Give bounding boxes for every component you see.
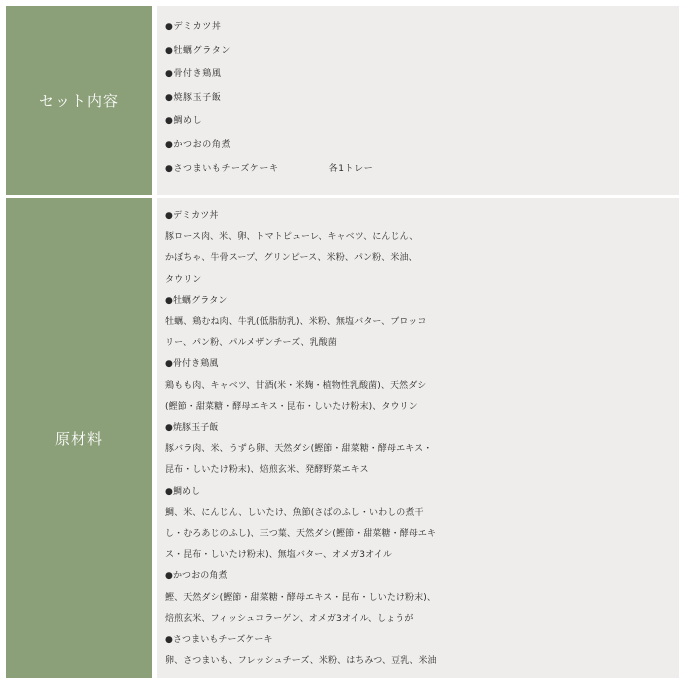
material-line: ●かつおの角煮	[165, 571, 228, 582]
material-line: 焙煎玄米、フィッシュコラーゲン、オメガ3オイル、しょうが	[165, 613, 414, 624]
material-line: タウリン	[165, 274, 202, 285]
material-line: 鶏もも肉、キャベツ、甘酒(米・米麹・植物性乳酸菌)、天然ダシ	[165, 380, 427, 391]
set-contents-row	[0, 6, 685, 195]
material-line: (鰹節・甜菜糖・酵母エキス・昆布・しいたけ粉末)、タウリン	[165, 401, 418, 412]
material-line: リー、パン粉、パルメザンチーズ、乳酸菌	[165, 338, 337, 349]
material-line: し・むろあじのふし)、三つ葉、天然ダシ(鰹節・甜菜糖・酵母エキ	[165, 529, 437, 540]
material-line: ●さつまいもチーズケーキ	[165, 635, 273, 646]
material-line: かぼちゃ、牛骨スープ、グリンピース、米粉、パン粉、米油、	[165, 253, 418, 264]
set-contents-cell	[157, 6, 679, 195]
set-item-last	[165, 158, 679, 182]
material-line: 卵、さつまいも、フレッシュチーズ、米粉、はちみつ、豆乳、米油	[165, 656, 437, 667]
set-contents-header: セット内容	[6, 6, 152, 195]
material-line: ●鯛めし	[165, 486, 201, 497]
material-line: 昆布・しいたけ粉末)、焙煎玄米、発酵野菜エキス	[165, 465, 369, 476]
material-line: 鯛、米、にんじん、しいたけ、魚節(さばのふし・いわしの煮干	[165, 507, 424, 518]
material-line: 豚バラ肉、米、うずら卵、天然ダシ(鰹節・甜菜糖・酵母エキス・	[165, 444, 433, 455]
material-line: ●牡蠣グラタン	[165, 295, 228, 306]
material-line: ●焼豚玉子飯	[165, 423, 219, 434]
set-item: ●牡蠣グラタン	[165, 45, 231, 56]
material-line: 牡蠣、鶏むね肉、牛乳(低脂肪乳)、米粉、無塩バター、ブロッコ	[165, 317, 427, 328]
set-item-name: ●さつまいもチーズケーキ	[165, 163, 279, 174]
set-item: ●鯛めし	[165, 116, 203, 127]
material-line: 鰹、天然ダシ(鰹節・甜菜糖・酵母エキス・昆布・しいたけ粉末)、	[165, 592, 436, 603]
set-item: ●焼豚玉子飯	[165, 92, 222, 103]
material-line: ●デミカツ丼	[165, 211, 219, 221]
materials-row	[0, 198, 685, 678]
material-line: ●骨付き鶏風	[165, 359, 219, 370]
material-line: 豚ロース肉、米、卵、トマトピューレ、キャベツ、にんじん、	[165, 232, 419, 243]
material-line: ス・昆布・しいたけ粉末)、無塩バター、オメガ3オイル	[165, 550, 392, 561]
set-quantity: 各1トレー	[328, 163, 374, 174]
materials-header: 原材料	[6, 198, 152, 678]
materials-cell	[157, 198, 679, 678]
set-item: ●デミカツ丼	[165, 22, 222, 32]
set-item: ●骨付き鶏風	[165, 69, 222, 80]
set-item: ●かつおの角煮	[165, 139, 232, 150]
